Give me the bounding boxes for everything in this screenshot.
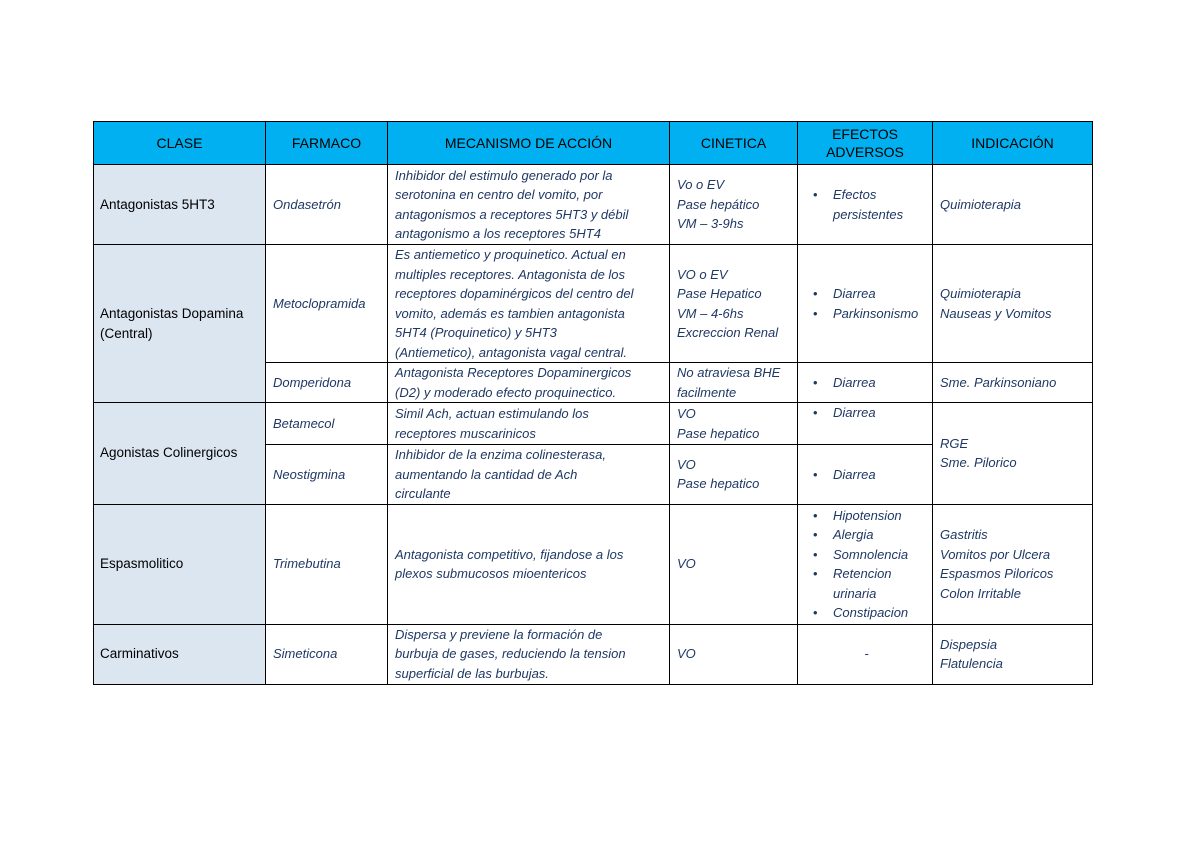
indicacion-line: Nauseas y Vomitos <box>940 305 1052 321</box>
cell-farmaco: Betamecol <box>266 403 388 445</box>
cell-clase <box>94 504 266 624</box>
efectos-list <box>805 373 928 393</box>
mecanismo-line: burbuja de gases, reduciendo la tension <box>395 646 626 662</box>
efecto-item <box>805 304 928 324</box>
cinetica-line: Vo o EV <box>677 177 725 193</box>
indicacion-line: Dispepsia <box>940 636 998 652</box>
mecanismo-line: Antagonista Receptores Dopaminergicos <box>395 365 632 380</box>
cell-indicacion <box>933 363 1093 403</box>
header-efectos-line-1: EFECTOS <box>832 126 898 142</box>
mecanismo-line: (D2) y moderado efecto proquinectico. <box>395 384 617 400</box>
table-row <box>94 403 1093 445</box>
indicacion-line: Flatulencia <box>940 656 1003 671</box>
cinetica-line: Pase hepático <box>677 196 760 212</box>
table-row <box>94 504 1093 624</box>
efecto-text: • Hipotension <box>833 507 902 523</box>
clase-line: Agonistas Colinergicos <box>100 445 238 461</box>
efecto-text: persistentes <box>833 206 904 222</box>
indicacion-line: RGE <box>940 435 969 451</box>
indicacion-line: Vomitos por Ulcera <box>940 546 1051 562</box>
cinetica-line: Pase Hepatico <box>677 286 762 301</box>
mecanismo-line: Dispersa y previene la formación de <box>395 626 603 642</box>
indicacion-line: Gastritis <box>940 527 988 542</box>
efecto-item <box>805 545 928 565</box>
efecto-text: • Diarrea <box>833 286 876 301</box>
mecanismo-line: antagonismo a los receptores 5HT4 <box>395 226 601 241</box>
indicacion-line: Quimioterapia <box>940 196 1021 212</box>
header-indicacion: INDICACIÓN <box>933 122 1093 165</box>
cell-mecanismo <box>388 445 670 505</box>
indicacion-line: Sme. Pilorico <box>940 455 1017 471</box>
efecto-text: • Diarrea <box>833 466 876 482</box>
efecto-text: • Somnolencia <box>833 546 909 562</box>
cinetica-line: Pase hepatico <box>677 425 760 441</box>
mecanismo-line: (Antiemetico), antagonista vagal central. <box>395 344 627 360</box>
efecto-item <box>805 506 928 526</box>
efecto-text: • Efectos <box>833 187 877 202</box>
clase-line: Antagonistas 5HT3 <box>100 196 215 212</box>
cinetica-line: Pase hepatico <box>677 476 760 492</box>
cell-mecanismo <box>388 403 670 445</box>
efecto-item <box>805 284 928 304</box>
cell-cinetica <box>670 363 798 403</box>
header-efectos-line-2: ADVERSOS <box>826 144 904 160</box>
efectos-list <box>805 506 928 623</box>
clase-line: (Central) <box>100 325 153 341</box>
efecto-item <box>805 525 928 545</box>
cell-indicacion <box>933 165 1093 245</box>
cinetica-line: No atraviesa BHE <box>677 365 781 380</box>
efecto-item <box>805 185 928 224</box>
mecanismo-line: multiples receptores. Antagonista de los <box>395 266 626 282</box>
mecanismo-line: Inhibidor de la enzima colinesterasa, <box>395 447 607 462</box>
cell-farmaco: Ondasetrón <box>266 165 388 245</box>
table-row <box>94 624 1093 684</box>
cell-mecanismo <box>388 245 670 363</box>
indicacion-line: Quimioterapia <box>940 286 1021 301</box>
efectos-list <box>805 465 928 485</box>
header-clase: CLASE <box>94 122 266 165</box>
efecto-item <box>805 465 928 485</box>
mecanismo-line: plexos submucosos mioentericos <box>395 566 587 581</box>
cinetica-line: VO o EV <box>677 266 728 282</box>
header-cinetica: CINETICA <box>670 122 798 165</box>
cell-clase <box>94 403 266 505</box>
indicacion-line: Colon Irritable <box>940 585 1021 601</box>
efecto-text: • Diarrea <box>833 405 876 420</box>
pharmacology-table-container <box>93 121 1092 685</box>
efecto-text: • Diarrea <box>833 374 876 390</box>
cell-mecanismo <box>388 624 670 684</box>
cell-mecanismo <box>388 165 670 245</box>
efecto-text: • Retencion <box>833 566 892 581</box>
cell-clase <box>94 165 266 245</box>
table-row <box>94 165 1093 245</box>
mecanismo-line: 5HT4 (Proquinetico) y 5HT3 <box>395 325 557 340</box>
header-farmaco: FARMACO <box>266 122 388 165</box>
cell-cinetica <box>670 403 798 445</box>
cell-farmaco: Metoclopramida <box>266 245 388 363</box>
efecto-text: • Alergia <box>833 527 874 542</box>
cell-efectos <box>798 504 933 624</box>
cell-cinetica <box>670 165 798 245</box>
cell-indicacion <box>933 245 1093 363</box>
cell-cinetica <box>670 445 798 505</box>
efecto-item <box>805 403 928 423</box>
mecanismo-line: superficial de las burbujas. <box>395 665 549 681</box>
cell-cinetica <box>670 245 798 363</box>
cell-efectos <box>798 445 933 505</box>
header-efectos <box>798 122 933 165</box>
cell-cinetica <box>670 504 798 624</box>
clase-line: Espasmolitico <box>100 556 184 571</box>
cinetica-line: VM – 4-6hs <box>677 305 744 321</box>
cell-efectos <box>798 403 933 445</box>
cell-mecanismo <box>388 504 670 624</box>
cell-efectos <box>798 165 933 245</box>
efecto-item <box>805 564 928 603</box>
cell-farmaco: Neostigmina <box>266 445 388 505</box>
cell-efectos: - <box>798 624 933 684</box>
cinetica-line: VO <box>677 456 696 472</box>
cell-farmaco: Simeticona <box>266 624 388 684</box>
efecto-item <box>805 373 928 393</box>
clase-line: Antagonistas Dopamina <box>100 305 244 321</box>
mecanismo-line: receptores dopaminérgicos del centro del <box>395 286 634 301</box>
efecto-text: • Constipacion <box>833 605 909 620</box>
efecto-item <box>805 603 928 623</box>
cell-clase <box>94 624 266 684</box>
mecanismo-line: antagonismos a receptores 5HT3 y débil <box>395 206 629 222</box>
cell-clase <box>94 245 266 403</box>
mecanismo-line: Antagonista competitivo, fijandose a los <box>395 546 624 562</box>
efectos-list <box>805 185 928 224</box>
cinetica-line: facilmente <box>677 384 737 400</box>
clase-line: Carminativos <box>100 646 179 661</box>
header-row <box>94 122 1093 165</box>
cell-indicacion <box>933 504 1093 624</box>
cell-farmaco: Domperidona <box>266 363 388 403</box>
cinetica-line: VO <box>677 406 696 421</box>
mecanismo-line: Inhibidor del estimulo generado por la <box>395 167 613 183</box>
mecanismo-line: vomito, además es tambien antagonista <box>395 305 625 321</box>
mecanismo-line: Es antiemetico y proquinetico. Actual en <box>395 247 626 262</box>
efectos-list <box>805 403 928 423</box>
cell-efectos <box>798 363 933 403</box>
mecanismo-line: aumentando la cantidad de Ach <box>395 466 578 482</box>
cell-farmaco: Trimebutina <box>266 504 388 624</box>
indicacion-line: Espasmos Piloricos <box>940 566 1054 581</box>
table-row <box>94 245 1093 363</box>
cell-mecanismo <box>388 363 670 403</box>
indicacion-line: Sme. Parkinsoniano <box>940 374 1057 390</box>
efectos-list <box>805 284 928 323</box>
mecanismo-line: Simil Ach, actuan estimulando los <box>395 406 589 421</box>
efecto-text: urinaria <box>833 585 877 601</box>
mecanismo-line: circulante <box>395 486 451 501</box>
efecto-text: • Parkinsonismo <box>833 305 919 321</box>
cell-cinetica <box>670 624 798 684</box>
cell-indicacion <box>933 403 1093 505</box>
cell-efectos <box>798 245 933 363</box>
cinetica-line: Excreccion Renal <box>677 325 779 340</box>
mecanismo-line: serotonina en centro del vomito, por <box>395 187 603 202</box>
mecanismo-line: receptores muscarinicos <box>395 425 536 441</box>
header-mecanismo: MECANISMO DE ACCIÓN <box>388 122 670 165</box>
cinetica-line: VO <box>677 646 696 662</box>
cinetica-line: VO <box>677 556 696 572</box>
cell-indicacion <box>933 624 1093 684</box>
pharmacology-table <box>93 121 1093 685</box>
cinetica-line: VM – 3-9hs <box>677 216 744 232</box>
